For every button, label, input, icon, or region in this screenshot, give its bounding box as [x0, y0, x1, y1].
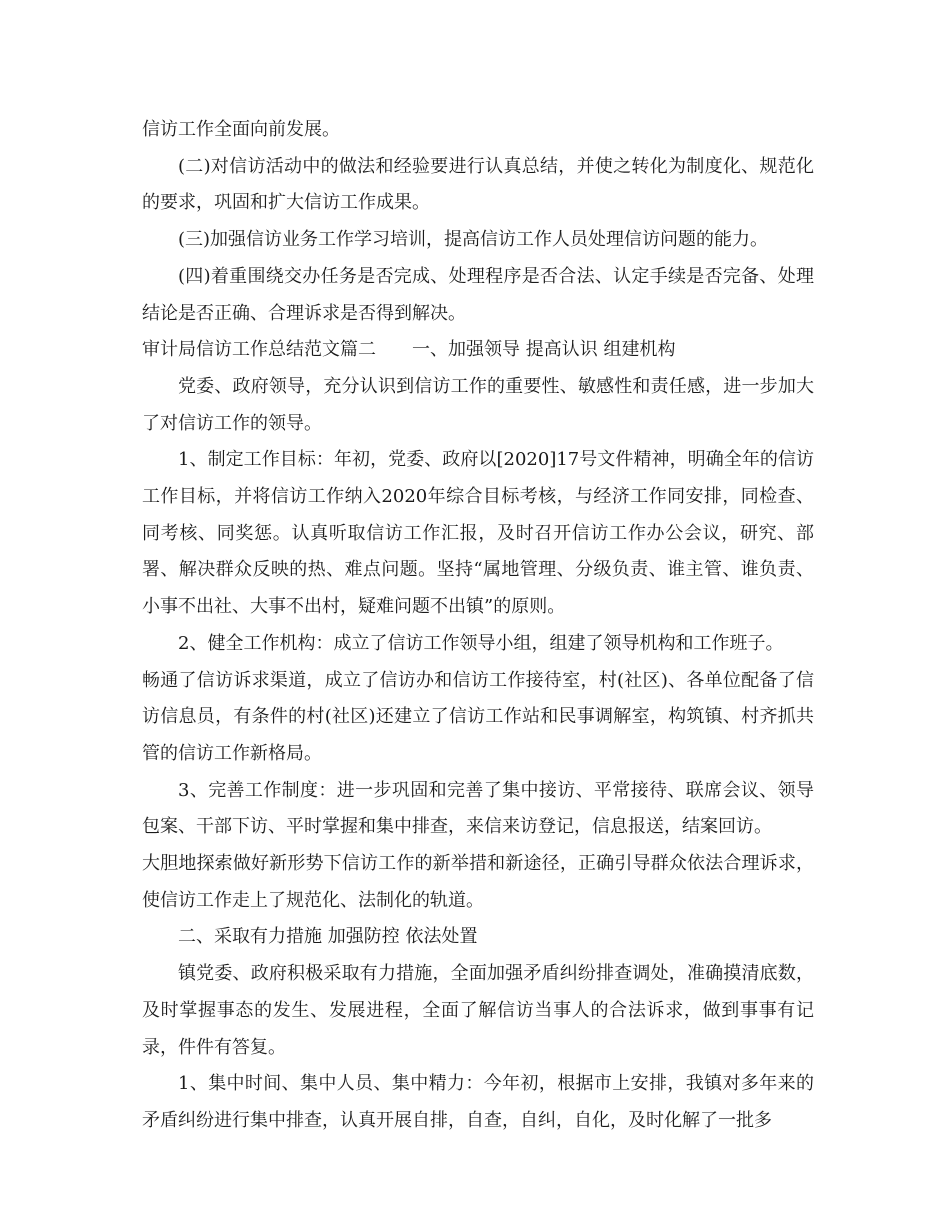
paragraph-work-goals: 1、制定工作目标：年初，党委、政府以[2020]17号文件精神，明确全年的信访工作目标，并将信访工作纳入2020年综合目标考核，与经济工作同安排，同检查、同考核、同奖惩。认真听取信访工作汇报，及时召开信访工作办公会议，研究、部署、解决群众反映的热、难点问题。坚持“属地管理、分级负责、谁主管、谁负责、小事不出社、大事不出村，疑难问题不出镇”的原则。 — [142, 449, 814, 618]
paragraph-work-system: 3、完善工作制度：进一步巩固和完善了集中接访、平常接待、联席会议、领导包案、干部下访、平时掌握和集中排查，来信来访登记，信息报送，结案回访。 — [142, 779, 814, 838]
paragraph-concentrated-effort: 1、集中时间、集中人员、集中精力：今年初，根据市上安排，我镇对多年来的矛盾纠纷进行集中排查，认真开展自排，自查，自纠，自化，及时化解了一批多 — [142, 1073, 814, 1131]
subheading-measures: 二、采取有力措施 加强防控 依法处置 — [178, 926, 478, 948]
paragraph-measures: 镇党委、政府积极采取有力措施，全面加强矛盾纠纷排查调处，准确摸清底数，及时掌握事态的发生、发展进程，全面了解信访当事人的合法诉求，做到事事有记录，件件有答复。 — [142, 963, 814, 1058]
paragraph-continuation: 信访工作全面向前发展。 — [142, 119, 340, 140]
paragraph-channels: 畅通了信访诉求渠道，成立了信访办和信访工作接待室，村(社区)、各单位配备了信访信息员，有条件的村(社区)还建立了信访工作站和民事调解室，构筑镇、村齐抓共管的信访工作新格局。 — [142, 669, 814, 764]
paragraph-item-4: (四)着重围绕交办任务是否完成、处理程序是否合法、认定手续是否完备、处理结论是否正确、合理诉求是否得到解决。 — [142, 265, 814, 324]
section-heading: 审计局信访工作总结范文篇二 一、加强领导 提高认识 组建机构 — [142, 339, 676, 361]
paragraph-item-3: (三)加强信访业务工作学习培训，提高信访工作人员处理信访问题的能力。 — [178, 229, 769, 251]
paragraph-work-organization: 2、健全工作机构：成立了信访工作领导小组，组建了领导机构和工作班子。 — [178, 632, 784, 654]
paragraph-exploration: 大胆地探索做好新形势下信访工作的新举措和新途径，正确引导群众依法合理诉求，使信访工作走上了规范化、法制化的轨道。 — [142, 853, 814, 911]
paragraph-leadership: 党委、政府领导，充分认识到信访工作的重要性、敏感性和责任感，进一步加大了对信访工作的领导。 — [142, 375, 814, 434]
paragraph-item-2: (二)对信访活动中的做法和经验要进行认真总结，并使之转化为制度化、规范化的要求，巩固和扩大信访工作成果。 — [142, 155, 814, 214]
document-body — [142, 112, 814, 1140]
